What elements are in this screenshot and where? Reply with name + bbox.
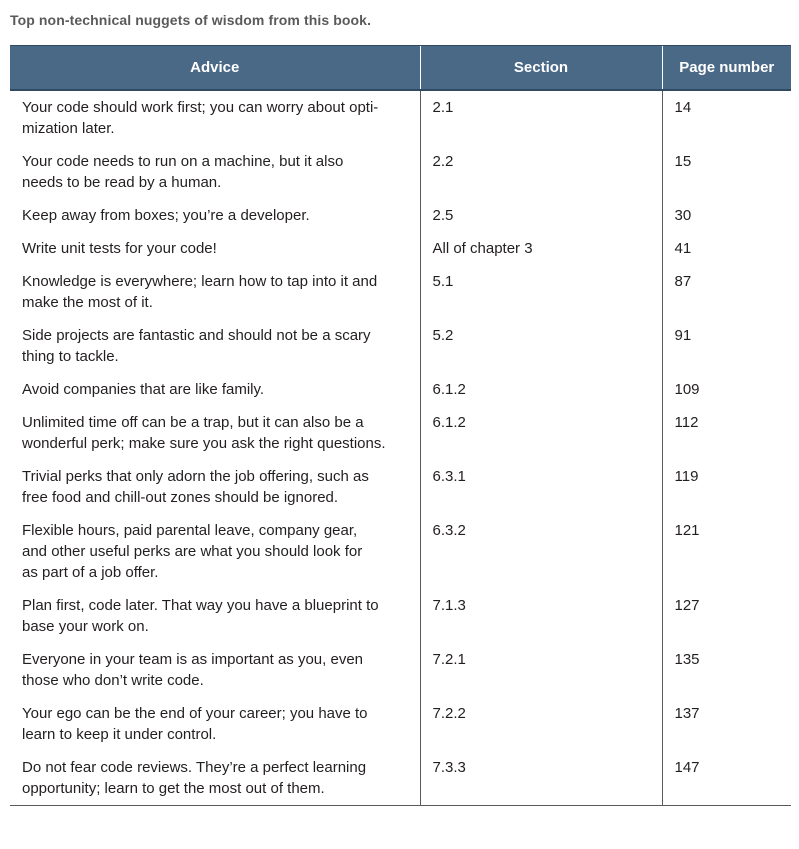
table-row — [10, 751, 791, 806]
cell-page-number: 127 — [662, 589, 791, 643]
cell-page-number: 137 — [662, 697, 791, 751]
cell-advice: Avoid companies that are like family. — [22, 380, 265, 398]
cell-page-number: 14 — [662, 90, 791, 145]
cell-advice: Your code needs to run on a machine, but it also needs to be read by a human. — [22, 152, 344, 191]
cell-advice: Your code should work first; you can worry about opti- mization later. — [22, 98, 379, 137]
cell-section: 7.3.3 — [420, 751, 662, 806]
table-row — [10, 145, 791, 199]
table-row — [10, 589, 791, 643]
table-row — [10, 514, 791, 589]
cell-page-number: 135 — [662, 643, 791, 697]
cell-section: 5.1 — [420, 265, 662, 319]
cell-page-number: 91 — [662, 319, 791, 373]
table-row — [10, 90, 791, 145]
cell-advice: Write unit tests for your code! — [22, 239, 217, 257]
cell-advice: Flexible hours, paid parental leave, company gear, and other useful perks are what you should look for as part of a job offer. — [22, 521, 363, 581]
cell-page-number: 119 — [662, 460, 791, 514]
cell-page-number: 87 — [662, 265, 791, 319]
cell-advice: Trivial perks that only adorn the job offering, such as free food and chill-out zones should be ignored. — [22, 467, 369, 506]
table-row — [10, 373, 791, 406]
table-row — [10, 643, 791, 697]
table-row — [10, 460, 791, 514]
cell-advice: Do not fear code reviews. They’re a perfect learning opportunity; learn to get the most out of them. — [10, 751, 420, 806]
column-header-page-number: Page number — [662, 46, 791, 90]
cell-section: All of chapter 3 — [420, 232, 662, 265]
table-row — [10, 265, 791, 319]
cell-section: 7.2.1 — [420, 643, 662, 697]
cell-section: 6.3.1 — [420, 460, 662, 514]
cell-advice: Plan first, code later. That way you have a blueprint to base your work on. — [22, 596, 379, 635]
cell-page-number: 30 — [662, 199, 791, 232]
cell-section: 2.2 — [420, 145, 662, 199]
table-row — [10, 319, 791, 373]
cell-page-number: 147 — [662, 751, 791, 806]
cell-section: 6.3.2 — [420, 514, 662, 589]
table-row — [10, 232, 791, 265]
column-header-advice: Advice — [10, 46, 420, 90]
cell-section: 6.1.2 — [420, 373, 662, 406]
cell-page-number: 112 — [662, 406, 791, 460]
cell-section: 2.5 — [420, 199, 662, 232]
table-row — [10, 697, 791, 751]
cell-advice: Knowledge is everywhere; learn how to tap into it and make the most of it. — [22, 272, 378, 311]
cell-section: 2.1 — [420, 90, 662, 145]
table-header-row — [10, 46, 791, 90]
table-body — [10, 90, 791, 806]
cell-section: 6.1.2 — [420, 406, 662, 460]
cell-advice: Unlimited time off can be a trap, but it can also be a wonderful perk; make sure you ask the right questions. — [22, 413, 386, 452]
cell-page-number: 109 — [662, 373, 791, 406]
cell-advice: Keep away from boxes; you’re a developer. — [22, 206, 310, 224]
cell-page-number: 15 — [662, 145, 791, 199]
cell-page-number: 121 — [662, 514, 791, 589]
cell-advice: Your ego can be the end of your career; you have to learn to keep it under control. — [22, 704, 368, 743]
wisdom-table — [10, 45, 791, 806]
cell-page-number: 41 — [662, 232, 791, 265]
column-header-section: Section — [420, 46, 662, 90]
table-caption: Top non-technical nuggets of wisdom from this book. — [10, 12, 372, 28]
cell-section: 7.2.2 — [420, 697, 662, 751]
cell-advice: Side projects are fantastic and should not be a scary thing to tackle. — [22, 326, 371, 365]
table-row — [10, 199, 791, 232]
table-header — [10, 46, 791, 90]
cell-section: 7.1.3 — [420, 589, 662, 643]
cell-section: 5.2 — [420, 319, 662, 373]
cell-advice: Everyone in your team is as important as you, even those who don’t write code. — [22, 650, 364, 689]
table-row — [10, 406, 791, 460]
